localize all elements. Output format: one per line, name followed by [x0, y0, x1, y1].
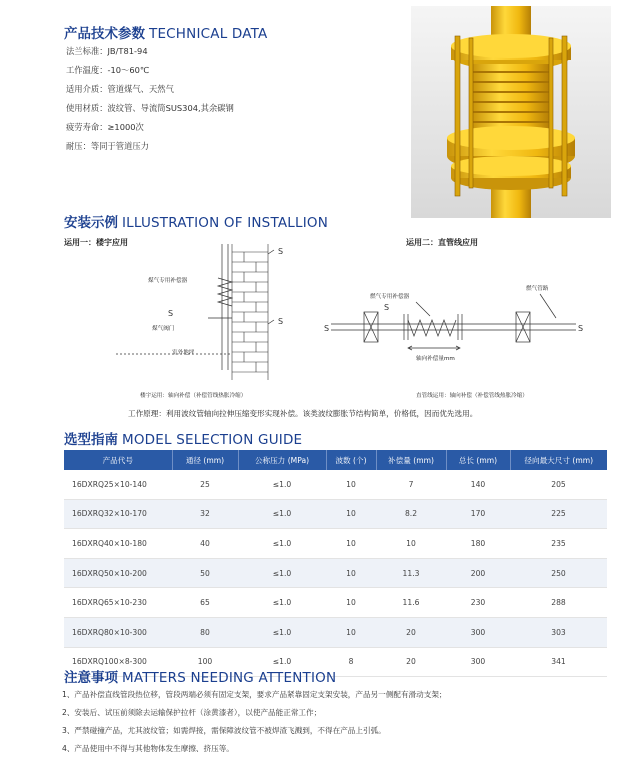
table-cell: 16DXRQ50×10-200 — [64, 558, 172, 588]
table-cell: 300 — [446, 617, 510, 647]
table-row — [64, 499, 607, 529]
table-row — [64, 558, 607, 588]
table-cell: 20 — [376, 617, 446, 647]
building-wall — [232, 244, 268, 380]
table-cell: ≤1.0 — [238, 647, 326, 677]
table-cell: 10 — [326, 470, 376, 499]
working-principle: 工作原理：利用波纹管轴向拉伸压缩变形实现补偿。该类波纹膨胀节结构简单，价格低，因而优先选用。 — [128, 409, 478, 418]
table-row — [64, 617, 607, 647]
table-cell: 16DXRQ25×10-140 — [64, 470, 172, 499]
table-cell: 10 — [326, 588, 376, 618]
app2-s-mark-right: S — [578, 324, 584, 333]
table-cell: 10 — [326, 499, 376, 529]
table-cell: 16DXRQ40×10-180 — [64, 529, 172, 559]
app2-label-compensator: 燃气专用补偿器 — [370, 294, 410, 300]
note-item: 2、安装后、试压前须除去运输保护拉杆（涂黄漆者），以使产品能正常工作； — [62, 708, 322, 717]
table-cell: 40 — [172, 529, 238, 559]
table-cell: 16DXRQ65×10-230 — [64, 588, 172, 618]
table-cell: 16DXRQ32×10-170 — [64, 499, 172, 529]
table-cell: 20 — [376, 647, 446, 677]
table-cell: 140 — [446, 470, 510, 499]
model-selection-table — [64, 450, 607, 677]
app2-title: 运用二：直管线应用 — [406, 238, 478, 247]
table-cell: 300 — [446, 647, 510, 677]
table-cell: 250 — [510, 558, 607, 588]
table-cell: 205 — [510, 470, 607, 499]
table-cell: 25 — [172, 470, 238, 499]
table-cell: ≤1.0 — [238, 529, 326, 559]
app2-s-mark-mid: S — [384, 303, 390, 312]
table-cell: 16DXRQ80×10-300 — [64, 617, 172, 647]
tech-spec-list — [66, 42, 234, 156]
col-header-radial-size: 径向最大尺寸 (mm) — [510, 450, 607, 470]
notes-list — [62, 686, 447, 758]
table-cell: 50 — [172, 558, 238, 588]
table-cell: ≤1.0 — [238, 617, 326, 647]
table-cell: 7 — [376, 470, 446, 499]
notes-section-title: 注意事项 MATTERS NEEDING ATTENTION — [64, 670, 337, 686]
tech-section-title: 产品技术参数 TECHNICAL DATA — [64, 26, 268, 42]
table-cell: 200 — [446, 558, 510, 588]
note-item: 3、严禁碰撞产品，尤其波纹管；如需焊接，需保障波纹管不被焊渣飞溅到，不得在产品上引弧。 — [62, 726, 386, 735]
table-cell: 10 — [326, 617, 376, 647]
spec-pressure: 耐压：等同于管道压力 — [66, 141, 149, 151]
table-row — [64, 529, 607, 559]
table-row — [64, 588, 607, 618]
col-header-length: 总长 (mm) — [446, 450, 510, 470]
install-section-title: 安装示例 ILLUSTRATION OF INSTALLION — [64, 215, 329, 231]
spec-material: 使用材质：波纹管、导流筒SUS304,其余碳钢 — [66, 103, 234, 113]
app1-s-mark-left: S — [168, 309, 174, 318]
table-cell: 341 — [510, 647, 607, 677]
note-item: 1、产品补偿直线管段热位移，管段两端必须有固定支架，要求产品紧靠固定支架安装，产品另一侧配有滑动支架； — [62, 690, 447, 699]
app2-caption: 直管线运用：轴向补偿（补偿管线热胀冷缩） — [416, 393, 528, 399]
app1-s-mark-top: S — [278, 247, 284, 256]
table-cell: 170 — [446, 499, 510, 529]
product-photo — [411, 6, 611, 218]
table-cell: 16DXRQ100×8-300 — [64, 647, 172, 677]
app1-s-mark-bottom: S — [278, 317, 284, 326]
app2-s-mark-left: S — [324, 324, 330, 333]
table-cell: 80 — [172, 617, 238, 647]
app1-label-ground: 室外地坪 — [172, 350, 195, 356]
table-header-row — [64, 450, 607, 470]
table-cell: 230 — [446, 588, 510, 618]
table-cell: 11.3 — [376, 558, 446, 588]
app2-bellows — [408, 320, 456, 336]
table-row — [64, 470, 607, 499]
table-cell: 180 — [446, 529, 510, 559]
table-cell: ≤1.0 — [238, 470, 326, 499]
table-cell: 303 — [510, 617, 607, 647]
table-cell: 225 — [510, 499, 607, 529]
col-header-waves: 波数 (个) — [326, 450, 376, 470]
table-cell: 10 — [326, 529, 376, 559]
table-cell: 288 — [510, 588, 607, 618]
spec-working-temperature: 工作温度：-10～60℃ — [66, 65, 150, 75]
table-cell: 11.6 — [376, 588, 446, 618]
table-cell: 8.2 — [376, 499, 446, 529]
app1-label-valve: 煤气阀门 — [152, 326, 175, 332]
table-cell: ≤1.0 — [238, 499, 326, 529]
table-cell: 10 — [326, 558, 376, 588]
app1-caption: 楼宇运用：轴向补偿（补偿管线热胀冷缩） — [140, 393, 247, 399]
col-header-compensation: 补偿量 (mm) — [376, 450, 446, 470]
col-header-model: 产品代号 — [64, 450, 172, 470]
selection-section-title: 选型指南 MODEL SELECTION GUIDE — [64, 432, 303, 448]
app2-label-gas-pipe: 燃气管路 — [526, 286, 549, 292]
table-cell: 100 — [172, 647, 238, 677]
app1-title: 运用一：楼宇应用 — [64, 238, 128, 247]
table-cell: 235 — [510, 529, 607, 559]
note-item: 4、产品使用中不得与其他物体发生摩擦、挤压等。 — [62, 744, 234, 753]
spec-medium: 适用介质：管道煤气、天然气 — [66, 84, 174, 94]
table-cell: 10 — [376, 529, 446, 559]
table-cell: ≤1.0 — [238, 588, 326, 618]
table-cell: ≤1.0 — [238, 558, 326, 588]
app2-label-travel: 轴向补偿量mm — [416, 356, 455, 362]
spec-fatigue-life: 疲劳寿命：≥1000次 — [66, 122, 144, 132]
table-cell: 65 — [172, 588, 238, 618]
installation-diagram — [56, 230, 616, 430]
spec-flange-standard: 法兰标准：JB/T81-94 — [66, 46, 148, 56]
col-header-diameter: 通径 (mm) — [172, 450, 238, 470]
col-header-pressure: 公称压力 (MPa) — [238, 450, 326, 470]
app1-label-compensator: 煤气专用补偿器 — [148, 278, 188, 284]
table-cell: 8 — [326, 647, 376, 677]
table-cell: 32 — [172, 499, 238, 529]
app1-bellows — [218, 278, 232, 306]
